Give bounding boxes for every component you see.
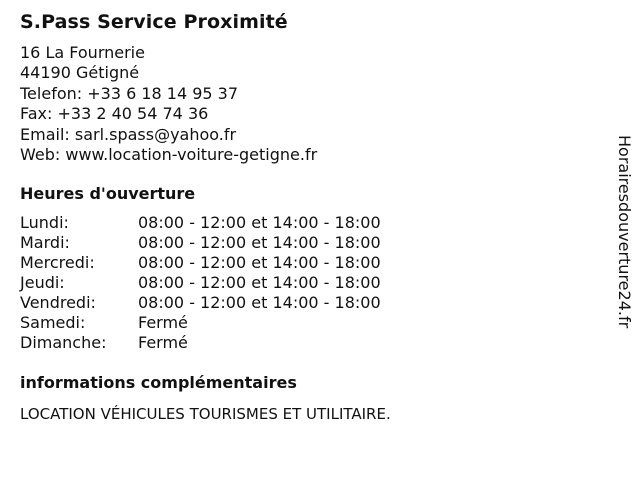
- day-hours: 08:00 - 12:00 et 14:00 - 18:00: [138, 213, 381, 233]
- day-hours: 08:00 - 12:00 et 14:00 - 18:00: [138, 273, 381, 293]
- fax-text: Fax: +33 2 40 54 74 36: [20, 104, 209, 124]
- brand-vertical-text: Horairesdouverture24.fr: [615, 135, 634, 329]
- day-label: Lundi:: [20, 213, 69, 233]
- hours-row: [20, 233, 600, 253]
- business-name: S.Pass Service Proximité: [20, 11, 288, 33]
- hours-row: [20, 273, 600, 293]
- day-label: Mardi:: [20, 233, 70, 253]
- day-label: Samedi:: [20, 313, 86, 333]
- hours-row: [20, 253, 600, 273]
- hours-row: [20, 213, 600, 233]
- hours-row: [20, 313, 600, 333]
- info-text: LOCATION VÉHICULES TOURISMES ET UTILITAIRE.: [20, 405, 391, 424]
- day-hours: Fermé: [138, 333, 188, 353]
- day-hours: 08:00 - 12:00 et 14:00 - 18:00: [138, 233, 381, 253]
- hours-row: [20, 293, 600, 313]
- day-label: Mercredi:: [20, 253, 95, 273]
- hours-row: [20, 333, 600, 353]
- address-city: 44190 Gétigné: [20, 63, 140, 83]
- day-hours: 08:00 - 12:00 et 14:00 - 18:00: [138, 253, 381, 273]
- email-text: Email: sarl.spass@yahoo.fr: [20, 124, 237, 144]
- info-heading: informations complémentaires: [20, 373, 297, 393]
- hours-table: [20, 213, 600, 353]
- web-text: Web: www.location-voiture-getigne.fr: [20, 145, 318, 165]
- day-label: Dimanche:: [20, 333, 107, 353]
- day-hours: Fermé: [138, 313, 188, 333]
- day-hours: 08:00 - 12:00 et 14:00 - 18:00: [138, 293, 381, 313]
- day-label: Jeudi:: [20, 273, 65, 293]
- business-card: [20, 10, 600, 424]
- hours-heading: Heures d'ouverture: [20, 184, 196, 204]
- phone-text: Telefon: +33 6 18 14 95 37: [20, 83, 239, 103]
- day-label: Vendredi:: [20, 293, 96, 313]
- contact-block: [20, 43, 600, 165]
- address-street: 16 La Fournerie: [20, 43, 145, 62]
